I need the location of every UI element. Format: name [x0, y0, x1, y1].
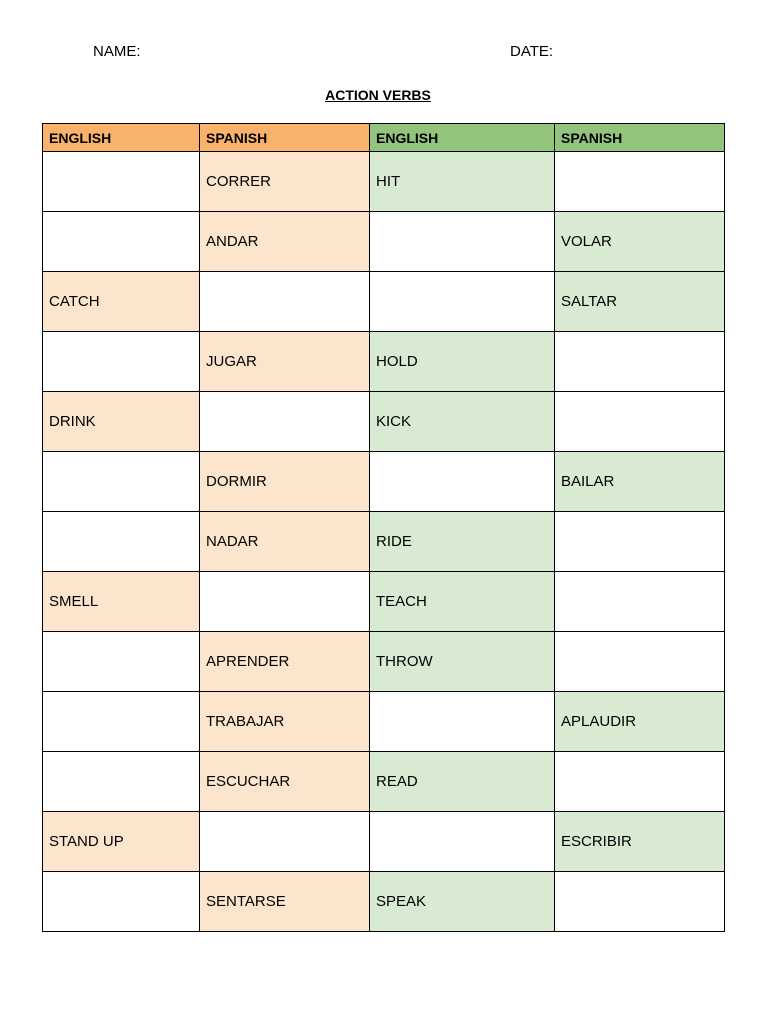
- answer-cell-english-left[interactable]: [43, 632, 200, 692]
- answer-cell-spanish-right[interactable]: [555, 572, 725, 632]
- table-row: [43, 512, 725, 572]
- answer-cell-english-left[interactable]: [43, 752, 200, 812]
- answer-cell-spanish-right[interactable]: [555, 632, 725, 692]
- cell-spanish-right: BAILAR: [555, 452, 725, 512]
- cell-english-right: SPEAK: [370, 872, 555, 932]
- answer-cell-spanish-left[interactable]: [200, 812, 370, 872]
- header-english-right: ENGLISH: [370, 124, 555, 152]
- name-label: NAME:: [93, 43, 141, 60]
- cell-spanish-right: APLAUDIR: [555, 692, 725, 752]
- header-spanish-right: SPANISH: [555, 124, 725, 152]
- cell-english-left: SMELL: [43, 572, 200, 632]
- cell-spanish-left: CORRER: [200, 152, 370, 212]
- answer-cell-spanish-right[interactable]: [555, 332, 725, 392]
- cell-spanish-left: TRABAJAR: [200, 692, 370, 752]
- cell-spanish-left: JUGAR: [200, 332, 370, 392]
- answer-cell-english-right[interactable]: [370, 272, 555, 332]
- cell-english-right: HIT: [370, 152, 555, 212]
- answer-cell-english-right[interactable]: [370, 692, 555, 752]
- table-row: [43, 872, 725, 932]
- table-row: [43, 212, 725, 272]
- table-row: [43, 572, 725, 632]
- answer-cell-spanish-right[interactable]: [555, 392, 725, 452]
- verbs-table: [42, 123, 725, 932]
- date-label: DATE:: [510, 43, 554, 60]
- answer-cell-spanish-left[interactable]: [200, 572, 370, 632]
- cell-english-left: STAND UP: [43, 812, 200, 872]
- table-row: [43, 692, 725, 752]
- answer-cell-spanish-right[interactable]: [555, 872, 725, 932]
- answer-cell-english-left[interactable]: [43, 452, 200, 512]
- table-row: [43, 452, 725, 512]
- table-row: [43, 332, 725, 392]
- cell-english-right: TEACH: [370, 572, 555, 632]
- verbs-table-body: [43, 152, 725, 932]
- answer-cell-english-left[interactable]: [43, 692, 200, 752]
- answer-cell-english-left[interactable]: [43, 152, 200, 212]
- table-row: [43, 752, 725, 812]
- cell-spanish-left: SENTARSE: [200, 872, 370, 932]
- answer-cell-english-right[interactable]: [370, 812, 555, 872]
- answer-cell-spanish-right[interactable]: [555, 512, 725, 572]
- table-row: [43, 152, 725, 212]
- header-spanish-left: SPANISH: [200, 124, 370, 152]
- cell-english-right: THROW: [370, 632, 555, 692]
- cell-english-left: CATCH: [43, 272, 200, 332]
- cell-spanish-left: ANDAR: [200, 212, 370, 272]
- table-header-row: [43, 124, 725, 152]
- header-english-left: ENGLISH: [43, 124, 200, 152]
- answer-cell-english-left[interactable]: [43, 512, 200, 572]
- cell-english-right: HOLD: [370, 332, 555, 392]
- cell-spanish-left: DORMIR: [200, 452, 370, 512]
- answer-cell-english-left[interactable]: [43, 212, 200, 272]
- cell-spanish-right: ESCRIBIR: [555, 812, 725, 872]
- answer-cell-spanish-left[interactable]: [200, 272, 370, 332]
- cell-english-right: RIDE: [370, 512, 555, 572]
- table-row: [43, 392, 725, 452]
- answer-cell-english-right[interactable]: [370, 452, 555, 512]
- cell-english-right: KICK: [370, 392, 555, 452]
- answer-cell-english-left[interactable]: [43, 872, 200, 932]
- table-row: [43, 812, 725, 872]
- cell-spanish-left: APRENDER: [200, 632, 370, 692]
- answer-cell-spanish-left[interactable]: [200, 392, 370, 452]
- answer-cell-spanish-right[interactable]: [555, 752, 725, 812]
- cell-spanish-left: ESCUCHAR: [200, 752, 370, 812]
- table-row: [43, 272, 725, 332]
- answer-cell-spanish-right[interactable]: [555, 152, 725, 212]
- cell-spanish-right: SALTAR: [555, 272, 725, 332]
- answer-cell-english-right[interactable]: [370, 212, 555, 272]
- answer-cell-english-left[interactable]: [43, 332, 200, 392]
- cell-english-right: READ: [370, 752, 555, 812]
- cell-spanish-left: NADAR: [200, 512, 370, 572]
- page-title: ACTION VERBS: [325, 87, 431, 103]
- table-row: [43, 632, 725, 692]
- cell-english-left: DRINK: [43, 392, 200, 452]
- cell-spanish-right: VOLAR: [555, 212, 725, 272]
